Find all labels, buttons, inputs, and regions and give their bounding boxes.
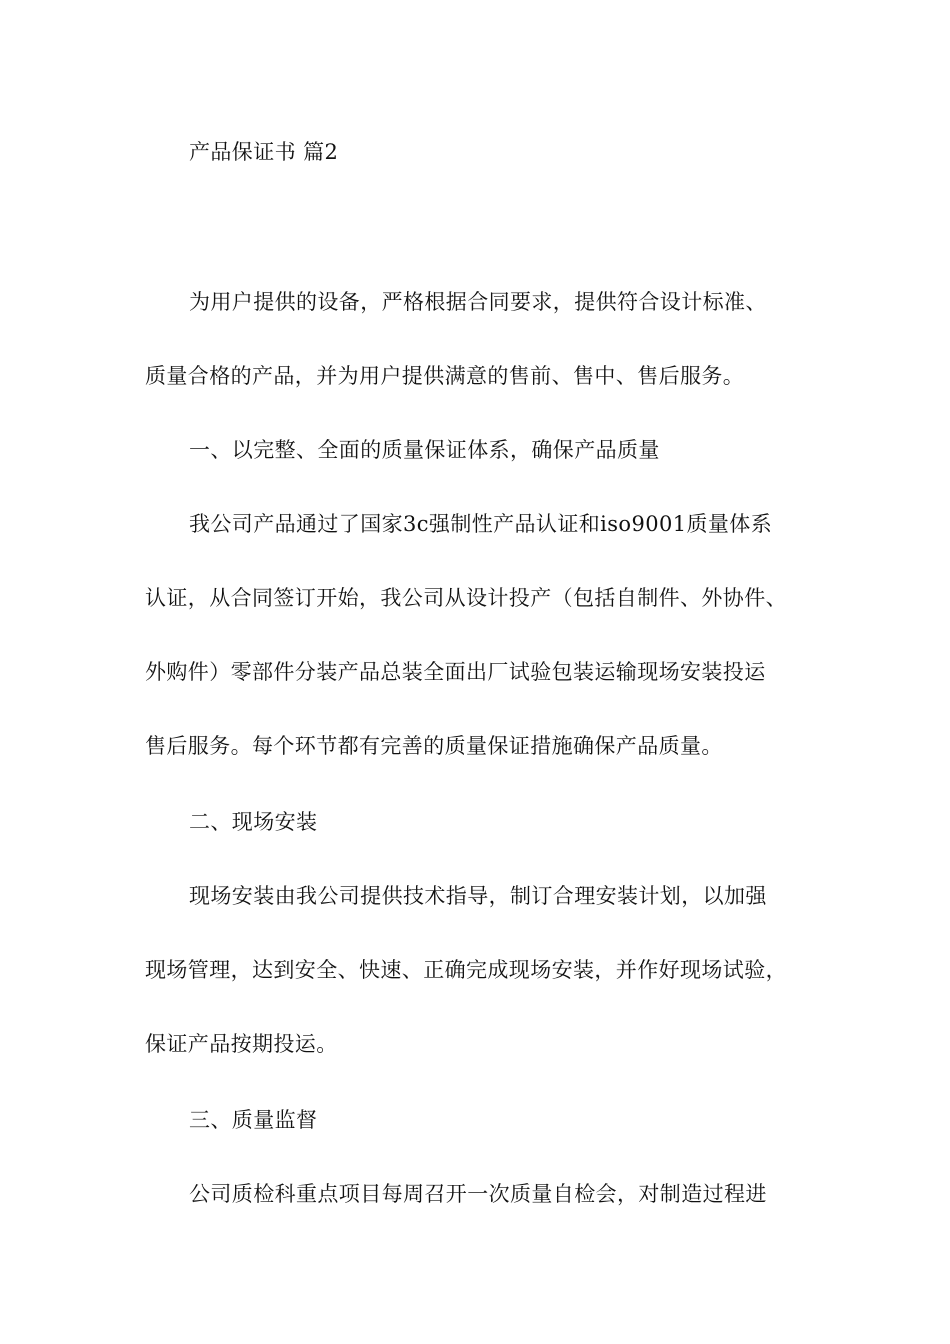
paragraph-line: 质量合格的产品，并为用户提供满意的售前、售中、售后服务。 [145,364,745,388]
section-heading-2: 二、现场安装 [189,810,318,834]
section-heading-3: 三、质量监督 [189,1108,318,1132]
paragraph-line: 认证，从合同签订开始，我公司从设计投产（包括自制件、外协件、 [145,586,787,610]
section-heading-1: 一、以完整、全面的质量保证体系，确保产品质量 [189,438,660,462]
document-title: 产品保证书 篇2 [189,140,339,164]
paragraph-line: 保证产品按期投运。 [145,1032,338,1056]
paragraph-line: 现场管理，达到安全、快速、正确完成现场安装，并作好现场试验， [145,958,787,982]
paragraph-line: 售后服务。每个环节都有完善的质量保证措施确保产品质量。 [145,734,723,758]
paragraph-line: 为用户提供的设备，严格根据合同要求，提供符合设计标准、 [189,290,767,314]
paragraph-line: 外购件）零部件分装产品总装全面出厂试验包装运输现场安装投运 [145,660,766,684]
paragraph-line: 公司质检科重点项目每周召开一次质量自检会，对制造过程进 [189,1182,767,1206]
paragraph-line: 现场安装由我公司提供技术指导，制订合理安装计划，以加强 [189,884,767,908]
paragraph-line: 我公司产品通过了国家3c强制性产品认证和iso9001质量体系 [189,512,773,536]
